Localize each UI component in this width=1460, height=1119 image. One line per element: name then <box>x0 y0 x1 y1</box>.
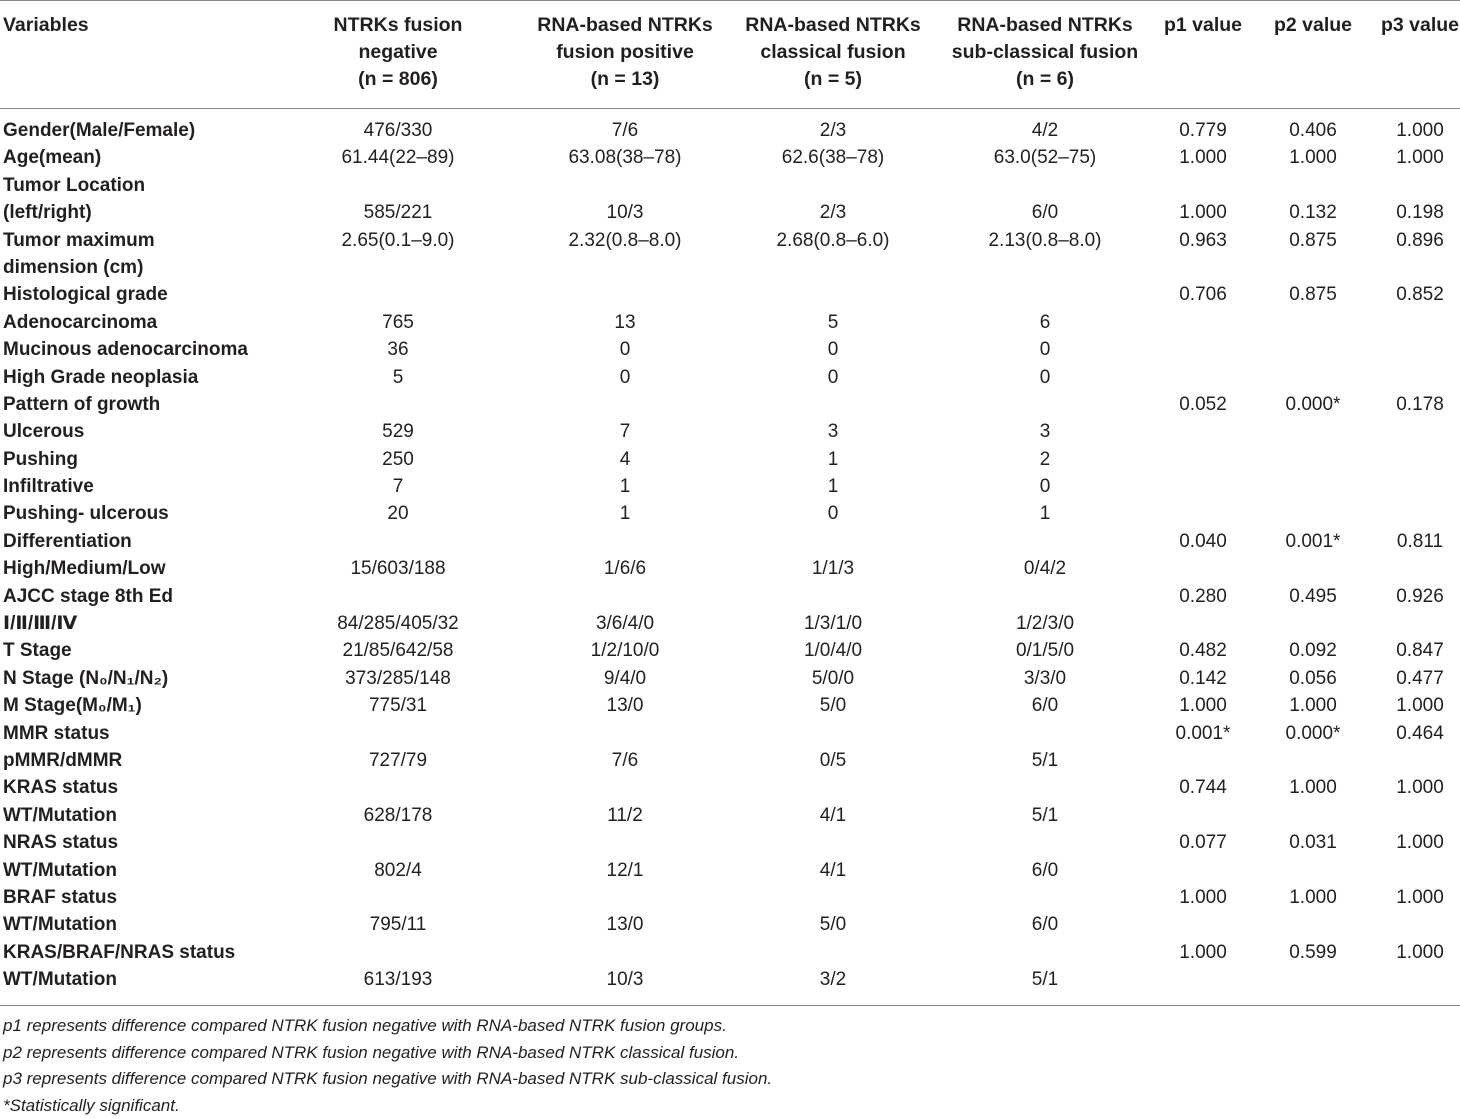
cell-c3: 0 <box>728 500 938 527</box>
cell-c7: 0.464 <box>1366 720 1460 747</box>
cell-c7: 0.852 <box>1366 281 1460 308</box>
cell-c6: 0.000* <box>1258 720 1368 747</box>
cell-c5: 1.000 <box>1148 144 1258 171</box>
cell-c5: 0.706 <box>1148 281 1258 308</box>
cell-c3: 3/2 <box>728 966 938 993</box>
cell-c3: 5/0 <box>728 692 938 719</box>
row-label: Pushing <box>3 446 263 473</box>
row-label: Age(mean) <box>3 144 263 171</box>
cell-c6: 0.056 <box>1258 665 1368 692</box>
header-col1-line2: (n = 806) <box>293 66 503 93</box>
cell-c2: 3/6/4/0 <box>520 610 730 637</box>
row-label: KRAS/BRAF/NRAS status <box>3 939 263 966</box>
header-col3-line3: (n = 5) <box>728 66 938 93</box>
cell-c7: 0.926 <box>1366 583 1460 610</box>
header-col4 <box>940 12 1150 93</box>
cell-c4: 0 <box>940 364 1150 391</box>
header-col4-line2: sub-classical fusion <box>940 39 1150 66</box>
cell-c5: 0.040 <box>1148 528 1258 555</box>
cell-c3: 4/1 <box>728 857 938 884</box>
cell-c5: 0.744 <box>1148 774 1258 801</box>
cell-c2: 4 <box>520 446 730 473</box>
cell-c4: 6 <box>940 309 1150 336</box>
cell-c1: 15/603/188 <box>293 555 503 582</box>
cell-c1: 7 <box>293 473 503 500</box>
header-col2-line3: (n = 13) <box>520 66 730 93</box>
cell-c7: 1.000 <box>1366 939 1460 966</box>
footnote-p1: p1 represents difference compared NTRK fusion negative with RNA-based NTRK fusion groups. <box>3 1013 772 1040</box>
row-label: Histological grade <box>3 281 263 308</box>
table-row <box>0 281 1460 308</box>
table-row <box>0 172 1460 199</box>
row-label: pMMR/dMMR <box>3 747 263 774</box>
table-row <box>0 884 1460 911</box>
cell-c6: 1.000 <box>1258 692 1368 719</box>
table-row <box>0 911 1460 938</box>
table-row <box>0 528 1460 555</box>
cell-c6: 1.000 <box>1258 884 1368 911</box>
cell-c4: 2 <box>940 446 1150 473</box>
cell-c5: 1.000 <box>1148 884 1258 911</box>
table-bottom-rule <box>0 1005 1460 1006</box>
header-col4-line1: RNA-based NTRKs <box>940 12 1150 39</box>
cell-c5: 1.000 <box>1148 692 1258 719</box>
table-row <box>0 336 1460 363</box>
row-label: Pushing- ulcerous <box>3 500 263 527</box>
cell-c2: 0 <box>520 364 730 391</box>
table-row <box>0 802 1460 829</box>
cell-c4: 5/1 <box>940 802 1150 829</box>
header-col2-line1: RNA-based NTRKs <box>520 12 730 39</box>
cell-c7: 0.477 <box>1366 665 1460 692</box>
table-row <box>0 583 1460 610</box>
cell-c5: 0.077 <box>1148 829 1258 856</box>
row-label: BRAF status <box>3 884 263 911</box>
cell-c3: 4/1 <box>728 802 938 829</box>
row-label: Ⅰ/Ⅱ/Ⅲ/Ⅳ <box>3 610 263 637</box>
cell-c4: 6/0 <box>940 199 1150 226</box>
cell-c5: 1.000 <box>1148 199 1258 226</box>
table-row <box>0 720 1460 747</box>
row-label: WT/Mutation <box>3 966 263 993</box>
cell-c1: 21/85/642/58 <box>293 637 503 664</box>
cell-c6: 0.001* <box>1258 528 1368 555</box>
footnote-p3: p3 represents difference compared NTRK fusion negative with RNA-based NTRK sub-classical fusion. <box>3 1066 772 1093</box>
row-label: Tumor maximum <box>3 227 263 254</box>
table-row <box>0 309 1460 336</box>
cell-c3: 1/1/3 <box>728 555 938 582</box>
cell-c4: 0 <box>940 473 1150 500</box>
table-row <box>0 610 1460 637</box>
cell-c5: 0.779 <box>1148 117 1258 144</box>
cell-c7: 0.811 <box>1366 528 1460 555</box>
cell-c4: 3 <box>940 418 1150 445</box>
cell-c2: 9/4/0 <box>520 665 730 692</box>
header-col1-line1: NTRKs fusion negative <box>293 12 503 66</box>
table-row <box>0 117 1460 144</box>
cell-c6: 0.406 <box>1258 117 1368 144</box>
cell-c6: 0.000* <box>1258 391 1368 418</box>
cell-c6: 0.132 <box>1258 199 1368 226</box>
cell-c2: 13/0 <box>520 692 730 719</box>
footnote-significance: *Statistically significant. <box>3 1093 772 1119</box>
cell-c5: 0.482 <box>1148 637 1258 664</box>
cell-c2: 10/3 <box>520 966 730 993</box>
table-row <box>0 391 1460 418</box>
cell-c1: 20 <box>293 500 503 527</box>
row-label: Gender(Male/Female) <box>3 117 263 144</box>
cell-c7: 1.000 <box>1366 774 1460 801</box>
row-label: Adenocarcinoma <box>3 309 263 336</box>
row-label: Tumor Location <box>3 172 263 199</box>
cell-c6: 0.495 <box>1258 583 1368 610</box>
table-body <box>0 117 1460 994</box>
cell-c3: 5 <box>728 309 938 336</box>
cell-c7: 0.178 <box>1366 391 1460 418</box>
cell-c3: 2/3 <box>728 199 938 226</box>
cell-c3: 5/0 <box>728 911 938 938</box>
row-label: KRAS status <box>3 774 263 801</box>
cell-c1: 373/285/148 <box>293 665 503 692</box>
cell-c4: 6/0 <box>940 857 1150 884</box>
table-row <box>0 199 1460 226</box>
cell-c3: 0 <box>728 364 938 391</box>
cell-c2: 13/0 <box>520 911 730 938</box>
header-bottom-rule <box>0 108 1460 109</box>
table-row <box>0 829 1460 856</box>
cell-c3: 2/3 <box>728 117 938 144</box>
cell-c2: 13 <box>520 309 730 336</box>
cell-c4: 4/2 <box>940 117 1150 144</box>
header-p1: p1 value <box>1148 12 1258 39</box>
cell-c5: 1.000 <box>1148 939 1258 966</box>
cell-c3: 5/0/0 <box>728 665 938 692</box>
row-label: N Stage (N₀/N₁/N₂) <box>3 665 263 692</box>
row-label: Infiltrative <box>3 473 263 500</box>
cell-c1: 250 <box>293 446 503 473</box>
cell-c2: 7/6 <box>520 117 730 144</box>
cell-c6: 0.599 <box>1258 939 1368 966</box>
table-row <box>0 227 1460 254</box>
cell-c1: 2.65(0.1–9.0) <box>293 227 503 254</box>
row-label: High/Medium/Low <box>3 555 263 582</box>
row-label: WT/Mutation <box>3 911 263 938</box>
cell-c4: 6/0 <box>940 692 1150 719</box>
cell-c4: 5/1 <box>940 966 1150 993</box>
cell-c3: 1 <box>728 473 938 500</box>
cell-c5: 0.052 <box>1148 391 1258 418</box>
table-row <box>0 939 1460 966</box>
table-row <box>0 144 1460 171</box>
cell-c3: 0 <box>728 336 938 363</box>
cell-c1: 529 <box>293 418 503 445</box>
cell-c2: 12/1 <box>520 857 730 884</box>
table-row <box>0 418 1460 445</box>
cell-c7: 0.896 <box>1366 227 1460 254</box>
cell-c4: 3/3/0 <box>940 665 1150 692</box>
header-col3-line1: RNA-based NTRKs <box>728 12 938 39</box>
header-p3: p3 value <box>1366 12 1460 39</box>
header-col2-line2: fusion positive <box>520 39 730 66</box>
table-row <box>0 774 1460 801</box>
cell-c1: 727/79 <box>293 747 503 774</box>
cell-c5: 0.001* <box>1148 720 1258 747</box>
row-label: NRAS status <box>3 829 263 856</box>
table-row <box>0 446 1460 473</box>
header-col2 <box>520 12 730 93</box>
cell-c6: 0.092 <box>1258 637 1368 664</box>
row-label: AJCC stage 8th Ed <box>3 583 263 610</box>
cell-c2: 10/3 <box>520 199 730 226</box>
table-row <box>0 665 1460 692</box>
cell-c2: 1/6/6 <box>520 555 730 582</box>
header-variables: Variables <box>3 12 203 39</box>
table-row <box>0 254 1460 281</box>
cell-c6: 1.000 <box>1258 144 1368 171</box>
cell-c6: 0.875 <box>1258 227 1368 254</box>
table-row <box>0 857 1460 884</box>
cell-c5: 0.142 <box>1148 665 1258 692</box>
cell-c4: 63.0(52–75) <box>940 144 1150 171</box>
row-label: High Grade neoplasia <box>3 364 263 391</box>
header-col3 <box>728 12 938 93</box>
cell-c3: 1/0/4/0 <box>728 637 938 664</box>
row-label: Ulcerous <box>3 418 263 445</box>
row-label: Pattern of growth <box>3 391 263 418</box>
cell-c2: 63.08(38–78) <box>520 144 730 171</box>
cell-c2: 2.32(0.8–8.0) <box>520 227 730 254</box>
cell-c6: 0.875 <box>1258 281 1368 308</box>
table-row <box>0 747 1460 774</box>
table-row <box>0 637 1460 664</box>
cell-c1: 628/178 <box>293 802 503 829</box>
table-row <box>0 500 1460 527</box>
header-col1 <box>293 12 503 93</box>
cell-c1: 585/221 <box>293 199 503 226</box>
cell-c1: 476/330 <box>293 117 503 144</box>
header-col4-line3: (n = 6) <box>940 66 1150 93</box>
cell-c3: 2.68(0.8–6.0) <box>728 227 938 254</box>
cell-c7: 1.000 <box>1366 117 1460 144</box>
cell-c1: 613/193 <box>293 966 503 993</box>
cell-c7: 1.000 <box>1366 884 1460 911</box>
cell-c4: 5/1 <box>940 747 1150 774</box>
cell-c4: 0/1/5/0 <box>940 637 1150 664</box>
cell-c3: 3 <box>728 418 938 445</box>
cell-c7: 1.000 <box>1366 144 1460 171</box>
cell-c3: 1/3/1/0 <box>728 610 938 637</box>
row-label: (left/right) <box>3 199 263 226</box>
cell-c1: 84/285/405/32 <box>293 610 503 637</box>
cell-c1: 5 <box>293 364 503 391</box>
cell-c7: 1.000 <box>1366 692 1460 719</box>
cell-c1: 61.44(22–89) <box>293 144 503 171</box>
cell-c4: 6/0 <box>940 911 1150 938</box>
row-label: MMR status <box>3 720 263 747</box>
row-label: Differentiation <box>3 528 263 555</box>
row-label: WT/Mutation <box>3 857 263 884</box>
cell-c3: 0/5 <box>728 747 938 774</box>
cell-c4: 2.13(0.8–8.0) <box>940 227 1150 254</box>
row-label: Mucinous adenocarcinoma <box>3 336 263 363</box>
cell-c1: 802/4 <box>293 857 503 884</box>
row-label: M Stage(M₀/M₁) <box>3 692 263 719</box>
cell-c1: 765 <box>293 309 503 336</box>
row-label: dimension (cm) <box>3 254 263 281</box>
cell-c3: 62.6(38–78) <box>728 144 938 171</box>
cell-c2: 1 <box>520 500 730 527</box>
cell-c7: 0.198 <box>1366 199 1460 226</box>
cell-c2: 1 <box>520 473 730 500</box>
footnote-p2: p2 represents difference compared NTRK fusion negative with RNA-based NTRK classical fusion. <box>3 1040 772 1067</box>
row-label: WT/Mutation <box>3 802 263 829</box>
cell-c5: 0.963 <box>1148 227 1258 254</box>
cell-c6: 0.031 <box>1258 829 1368 856</box>
cell-c7: 0.847 <box>1366 637 1460 664</box>
cell-c1: 775/31 <box>293 692 503 719</box>
cell-c3: 1 <box>728 446 938 473</box>
table-footnotes <box>3 1013 772 1119</box>
cell-c6: 1.000 <box>1258 774 1368 801</box>
cell-c1: 795/11 <box>293 911 503 938</box>
table-row <box>0 966 1460 993</box>
cell-c2: 1/2/10/0 <box>520 637 730 664</box>
table-row <box>0 364 1460 391</box>
table-row <box>0 692 1460 719</box>
cell-c5: 0.280 <box>1148 583 1258 610</box>
table-row <box>0 555 1460 582</box>
cell-c1: 36 <box>293 336 503 363</box>
cell-c2: 0 <box>520 336 730 363</box>
cell-c4: 1/2/3/0 <box>940 610 1150 637</box>
cell-c4: 0 <box>940 336 1150 363</box>
cell-c2: 7/6 <box>520 747 730 774</box>
table-top-rule <box>0 0 1460 1</box>
cell-c7: 1.000 <box>1366 829 1460 856</box>
cell-c4: 0/4/2 <box>940 555 1150 582</box>
cell-c2: 7 <box>520 418 730 445</box>
cell-c2: 11/2 <box>520 802 730 829</box>
header-col3-line2: classical fusion <box>728 39 938 66</box>
row-label: T Stage <box>3 637 263 664</box>
header-p2: p2 value <box>1258 12 1368 39</box>
cell-c4: 1 <box>940 500 1150 527</box>
table-row <box>0 473 1460 500</box>
